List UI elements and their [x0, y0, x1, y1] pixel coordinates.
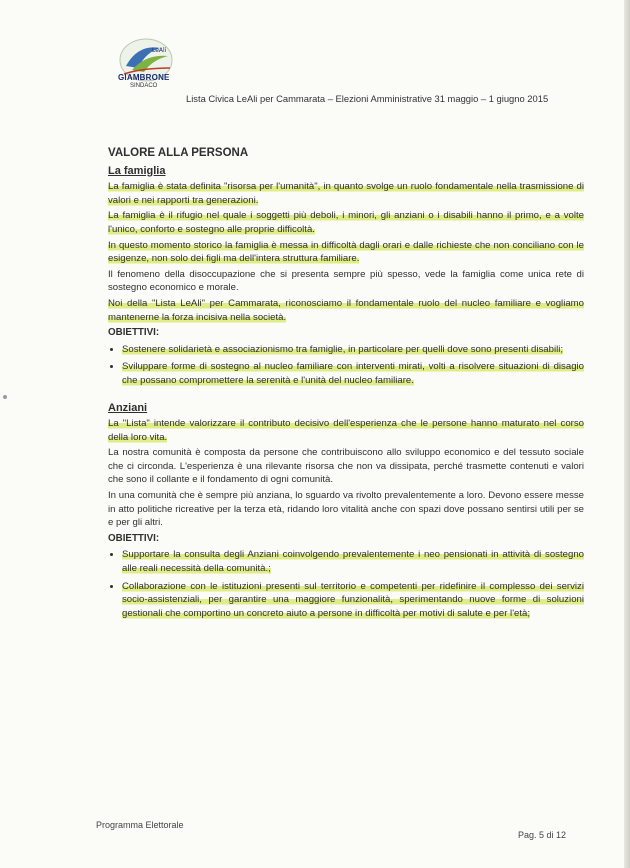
anziani-objectives-label: OBIETTIVI: [108, 532, 160, 544]
header-title: Lista Civica LeAli per Cammarata – Elezioni Amministrative 31 maggio – 1 giugno 2015 [186, 93, 549, 104]
anziani-paragraph: La nostra comunità è composta da persone che contribuiscono allo sviluppo economico e del tessuto sociale che ci circonda. L'esperienza è una rilevante risorsa che non va dissipata, perché trasmette contenuti e valori che sono il collante e il fondamento di ogni comunità. [108, 447, 584, 486]
page-header [116, 38, 596, 118]
anziani-objectives-list [108, 548, 584, 620]
section-title: VALORE ALLA PERSONA [108, 147, 249, 159]
page-edge-shadow [624, 0, 630, 868]
footer-program-label: Programma Elettorale [96, 820, 184, 830]
famiglia-paragraph: La famiglia è stata definita "risorsa per l'umanità", in quanto svolge un ruolo fondamentale nella trasmissione di valori e nei rapporti tra generazioni. [108, 181, 584, 206]
list-item: • Supportare la consulta degli Anziani coinvolgendo prevalentemente i neo pensionati in attività di sostegno alle reali necessità della comunità.; [122, 548, 584, 575]
anziani-paragraph: In una comunità che è sempre più anziana, lo sguardo va rivolto prevalentemente a loro. Devono essere messe in atto politiche ricreative per la terza età, ridando loro vitalità anche con spazi dove possano sentirsi utili per se e per gli altri. [108, 490, 584, 529]
document-body [108, 147, 584, 624]
list-item: • Sviluppare forme di sostegno al nucleo familiare con interventi mirati, volti a risolvere situazioni di disagio che possano compromettere la serenità e l'unità del nucleo familiare. [122, 360, 584, 387]
famiglia-title: La famiglia [108, 164, 166, 177]
famiglia-objectives-list [108, 343, 584, 388]
page-number: Pag. 5 di 12 [518, 830, 567, 840]
punch-hole [3, 395, 7, 399]
list-item: • Collaborazione con le istituzioni presenti sul territorio e competenti per ridefinire il complesso dei servizi socio-assistenziali, per garantire una maggiore funzionalità, sperimentando nuove forme di soluzioni gestionali che comportino un concreto aiuto a persone in difficoltà per motivi di salute e per l'età; [122, 580, 584, 621]
anziani-paragraph: La "Lista" intende valorizzare il contributo decisivo dell'esperienza che le persone hanno maturato nel corso della loro vita. [108, 418, 584, 443]
logo-subtitle: SINDACO [130, 83, 158, 89]
famiglia-objectives-label: OBIETTIVI: [108, 327, 160, 339]
anziani-title: Anziani [108, 401, 148, 414]
svg-text:LeAli: LeAli [152, 47, 167, 54]
lista-leali-logo [116, 38, 186, 100]
list-item: • Sostenere solidarietà e associazionismo tra famiglie, in particolare per quelli dove sono presenti disabili; [122, 343, 584, 357]
famiglia-paragraph: Il fenomeno della disoccupazione che si presenta sempre più spesso, vede la famiglia come unica rete di sostegno economico e morale. [108, 268, 584, 294]
famiglia-paragraph: Noi della "Lista LeAli" per Cammarata, riconosciamo il fondamentale ruolo del nucleo familiare e vogliamo mantenerne la forza incisiva nella società. [108, 297, 584, 323]
logo-name: GIAMBRONE [118, 73, 170, 82]
famiglia-paragraph: La famiglia è il rifugio nel quale i soggetti più deboli, i minori, gli anziani o i disabili hanno il primo, e a volte l'unico, conforto e sostegno alle proprie difficoltà. [108, 210, 584, 235]
famiglia-paragraph: In questo momento storico la famiglia è messa in difficoltà dagli orari e dalle richieste che non conciliano con le esigenze, non solo dei figli ma dell'intera struttura familiare. [108, 239, 584, 265]
